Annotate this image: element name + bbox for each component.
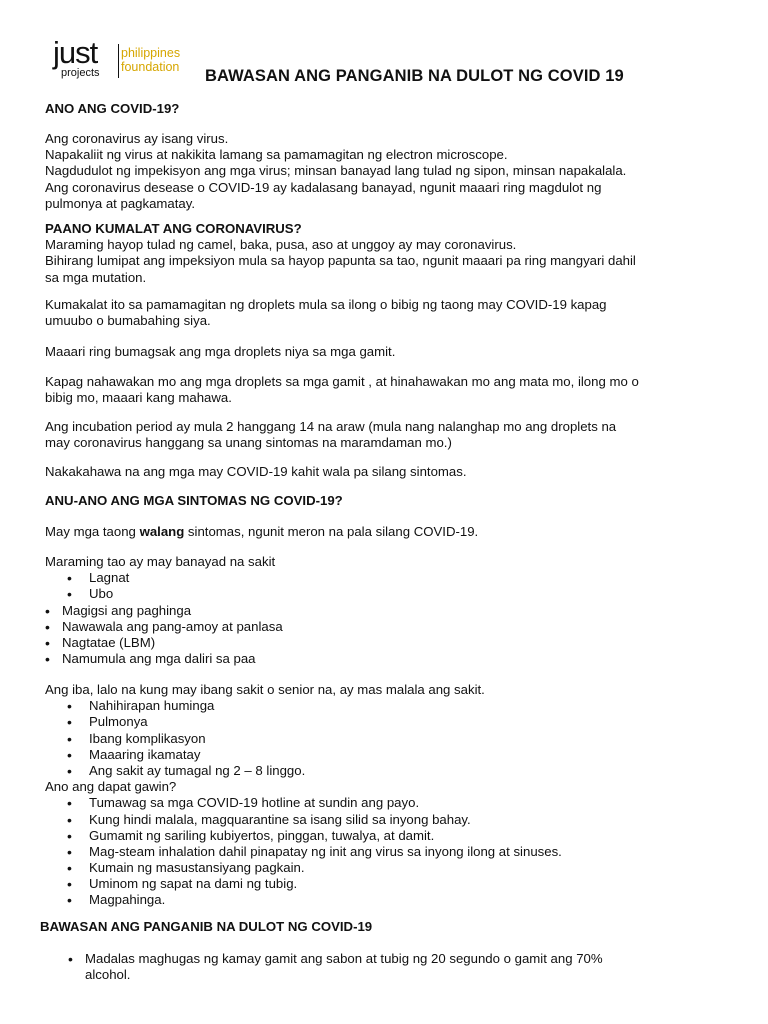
text-line: Ang coronavirus ay isang virus. <box>45 131 229 146</box>
list-item: • Tumawag sa mga COVID-19 hotline at sundin ang payo. <box>45 795 735 811</box>
logo-foundation-text: foundation <box>121 60 180 74</box>
section-sintomas <box>45 493 735 509</box>
section-paano <box>45 221 735 286</box>
text-line: Napakaliit ng virus at nakikita lamang sa pamamagitan ng electron microscope. <box>45 147 508 163</box>
paano-paragraph-4 <box>45 374 735 406</box>
list-item: • Nagtatae (LBM) <box>45 635 735 651</box>
list-item: • Maaaring ikamatay <box>45 747 735 763</box>
paano-paragraph-5 <box>45 419 735 451</box>
section-heading: ANU-ANO ANG MGA SINTOMAS NG COVID-19? <box>45 493 343 508</box>
ano-paragraph <box>45 131 735 212</box>
logo-philippines-text: philippines <box>121 46 181 60</box>
section-heading: PAANO KUMALAT ANG CORONAVIRUS? <box>45 221 302 236</box>
bawasan-list <box>68 951 758 983</box>
text-line: sa mga mutation. <box>45 269 147 285</box>
severe-intro: Ang iba, lalo na kung may ibang sakit o senior na, ay mas malala ang sakit. <box>45 682 485 697</box>
list-item: • Pulmonya <box>45 714 735 730</box>
text-line: Ang incubation period ay mula 2 hanggang 14 na araw (mula nang nalanghap mo ang droplets na <box>45 419 617 434</box>
list-item: • Ang sakit ay tumagal ng 2 – 8 linggo. <box>45 763 735 779</box>
list-item: • Nahihirapan huminga <box>45 698 735 714</box>
mild-indented-list <box>45 570 735 602</box>
list-item: • Ibang komplikasyon <box>45 731 735 747</box>
emphasis-walang: walang <box>139 524 185 539</box>
list-item: • Kung hindi malala, magquarantine sa isang silid sa inyong bahay. <box>45 812 735 828</box>
dapat-list <box>45 795 735 908</box>
list-item: • Uminom ng sapat na dami ng tubig. <box>45 876 735 892</box>
mild-intro: Maraming tao ay may banayad na sakit <box>45 554 276 569</box>
text-line: alcohol. <box>85 967 131 983</box>
list-item: • Nawawala ang pang-amoy at panlasa <box>45 619 735 635</box>
bawasan-items <box>68 951 758 983</box>
section-ano <box>45 101 735 117</box>
list-item: • Ubo <box>45 586 735 602</box>
list-item: • Magigsi ang paghinga <box>45 603 735 619</box>
text-line: Nakakahawa na ang mga may COVID-19 kahit wala pa silang sintomas. <box>45 464 467 479</box>
document-title: BAWASAN ANG PANGANIB NA DULOT NG COVID 19 <box>205 67 624 85</box>
text-line: bibig mo, maaari kang mahawa. <box>45 390 232 406</box>
text-fragment: sintomas, ngunit meron na pala silang COVID-19. <box>184 524 479 539</box>
text-line: • Madalas maghugas ng kamay gamit ang sabon at tubig ng 20 segundo o gamit ang 70% <box>85 951 603 966</box>
list-item: • Magpahinga. <box>45 892 735 908</box>
text-line: Bihirang lumipat ang impeksiyon mula sa hayop papunta sa tao, ngunit maaari pa ring mangyari dahil <box>45 253 636 269</box>
logo-projects-text: projects <box>61 67 100 79</box>
logo-just-text: just <box>53 35 98 70</box>
text-line: Maaari ring bumagsak ang mga droplets niya sa mga gamit. <box>45 344 396 359</box>
severe-list <box>45 698 735 779</box>
logo-divider <box>118 44 119 78</box>
paano-paragraph-2 <box>45 297 735 329</box>
text-fragment: May mga taong <box>45 524 140 539</box>
list-item: • Gumamit ng sariling kubiyertos, pinggan, tuwalya, at damit. <box>45 828 735 844</box>
section-bawasan <box>40 919 730 935</box>
walang-sintomas-line <box>45 524 735 540</box>
text-line: Kumakalat ito sa pamamagitan ng droplets mula sa ilong o bibig ng taong may COVID-19 kapag <box>45 297 607 312</box>
mild-flush-list <box>45 603 735 668</box>
text-line: Kapag nahawakan mo ang mga droplets sa mga gamit , at hinahawakan mo ang mata mo, ilong mo o <box>45 374 639 389</box>
list-item: • Namumula ang mga daliri sa paa <box>45 651 735 667</box>
severe-symptoms <box>45 682 735 909</box>
text-line: pulmonya at pagkamatay. <box>45 195 196 211</box>
list-item <box>68 951 758 983</box>
dapat-intro: Ano ang dapat gawin? <box>45 779 177 795</box>
text-line: Maraming hayop tulad ng camel, baka, pusa, aso at unggoy ay may coronavirus. <box>45 237 517 253</box>
text-line: may coronavirus hanggang sa unang sintomas na maramdaman mo.) <box>45 435 452 451</box>
list-item: • Lagnat <box>45 570 735 586</box>
text-line: umuubo o bumabahing siya. <box>45 313 211 329</box>
paano-paragraph-3 <box>45 344 735 360</box>
paano-paragraph-6 <box>45 464 735 480</box>
text-line: Nagdudulot ng impekisyon ang mga virus; minsan banayad lang tulad ng sipon, minsan napakalala. <box>45 163 627 179</box>
mild-symptoms <box>45 554 735 667</box>
list-item: • Kumain ng masustansiyang pagkain. <box>45 860 735 876</box>
text-line: Ang coronavirus desease o COVID-19 ay kadalasang banayad, ngunit maaari ring magdulot ng <box>45 179 602 195</box>
section-heading: ANO ANG COVID-19? <box>45 101 180 116</box>
section-heading: BAWASAN ANG PANGANIB NA DULOT NG COVID-19 <box>40 919 373 934</box>
list-item: • Mag-steam inhalation dahil pinapatay ng init ang virus sa inyong ilong at sinuses. <box>45 844 735 860</box>
